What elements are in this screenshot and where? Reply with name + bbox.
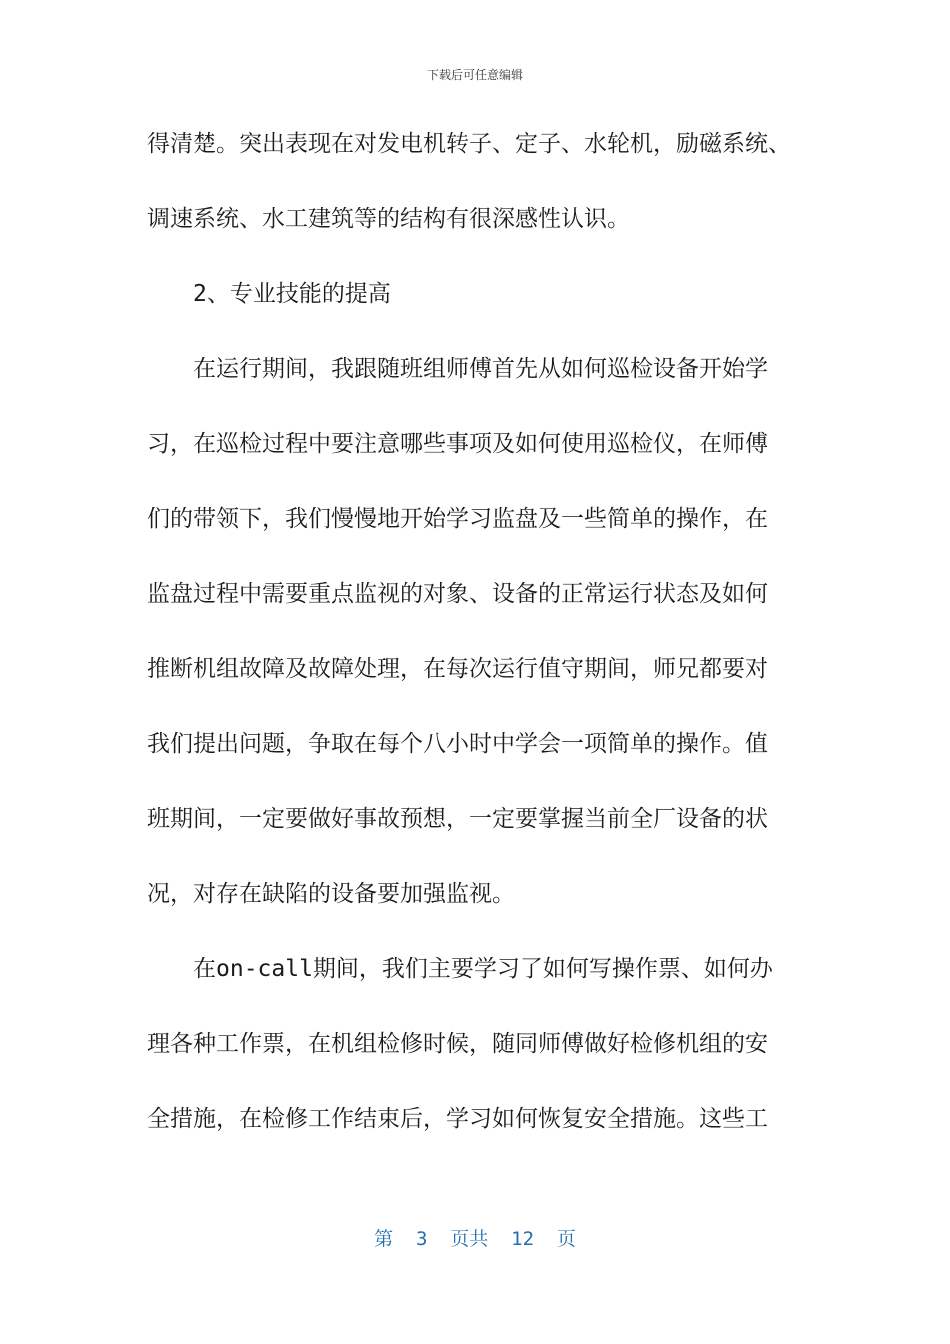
- text-line: 们的带领下，我们慢慢地开始学习监盘及一些简单的操作，在: [147, 506, 768, 532]
- page-number-footer: 第 3 页共 12 页: [374, 1228, 576, 1250]
- text-line: 调速系统、水工建筑等的结构有很深感性认识。: [147, 206, 630, 232]
- paragraph-first-line: 在运行期间，我跟随班组师傅首先从如何巡检设备开始学: [193, 356, 768, 382]
- text-line: 理各种工作票，在机组检修时候，随同师傅做好检修机组的安: [147, 1031, 768, 1057]
- text-line: 得清楚。突出表现在对发电机转子、定子、水轮机，励磁系统、: [147, 131, 791, 157]
- text-line: 全措施，在检修工作结束后，学习如何恢复安全措施。这些工: [147, 1106, 768, 1132]
- text-line: 监盘过程中需要重点监视的对象、设备的正常运行状态及如何: [147, 581, 768, 607]
- text-line: 我们提出问题，争取在每个八小时中学会一项简单的操作。值: [147, 731, 768, 757]
- text-line: 习，在巡检过程中要注意哪些事项及如何使用巡检仪，在师傅: [147, 431, 768, 457]
- text-line: 推断机组故障及故障处理，在每次运行值守期间，师兄都要对: [147, 656, 768, 682]
- paragraph-first-line: 在on-call期间，我们主要学习了如何写操作票、如何办: [193, 956, 773, 982]
- text-line: 况，对存在缺陷的设备要加强监视。: [147, 881, 515, 907]
- page-header: 下载后可任意编辑: [426, 68, 523, 82]
- section-heading: 2、专业技能的提高: [193, 281, 391, 307]
- text-line: 班期间，一定要做好事故预想，一定要掌握当前全厂设备的状: [147, 806, 768, 832]
